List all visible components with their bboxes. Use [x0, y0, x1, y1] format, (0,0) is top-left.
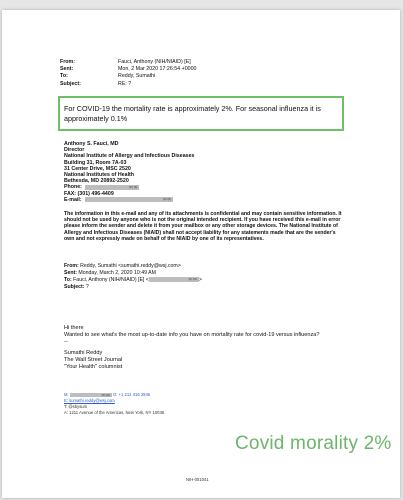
email-header [60, 59, 360, 95]
mobile-label: M: [64, 392, 69, 397]
from-label: From: [60, 59, 76, 65]
fwd-sent-line: Sent: Monday, March 2, 2020 10:49 AM [64, 270, 156, 276]
fwd-subject-value: ? [85, 284, 89, 290]
to-label: To: [60, 73, 68, 80]
message-text: Wanted to see what's the most up-to-date info you have on mortality rate for covid-19 versus influenza? [64, 332, 320, 339]
message-body [64, 325, 354, 371]
forwarded-header [64, 263, 202, 291]
sent-value: Mon, 2 Mar 2020 17:26:54 +0000 [118, 66, 197, 73]
signature-fax: FAX: (301) 496-4409 [64, 190, 114, 197]
bates-number: NIH-001041 [186, 477, 209, 482]
signature-block [64, 141, 195, 203]
to-value: Reddy, Sumathi [118, 73, 156, 80]
signature-nih: National Institutes of Health [64, 172, 135, 179]
signature-org: National Institute of Allergy and Infectious Diseases [64, 153, 195, 160]
message-dash: -- [64, 339, 68, 346]
contact-mobile-line [64, 392, 150, 397]
contact-address: A: 1211 Avenue of the Americas, New York, NY 10036 [64, 410, 165, 415]
sender-column: "Your Health" columnist [64, 364, 123, 371]
signature-building: Building 31, Room 7A-03 [64, 159, 127, 166]
fwd-sent-value: Monday, March 2, 2020 10:49 AM [78, 270, 156, 276]
mobile-redaction: (b) (6) [70, 393, 112, 397]
signature-city: Bethesda, MD 20892-2520 [64, 178, 129, 185]
signature-email-line [64, 197, 195, 203]
subject-label: Subject: [60, 80, 81, 87]
subject-value: RE: ? [118, 80, 132, 87]
fwd-from-value: Reddy, Sumathi <sumathi.reddy@wsj.com> [80, 263, 181, 269]
sender-paper: The Wall Street Journal [64, 356, 123, 363]
message-greeting: Hi there [64, 325, 84, 331]
phone-redaction: (b) (6) [85, 185, 139, 190]
contact-email[interactable]: E: sumathi.reddy@wsj.com [64, 398, 115, 403]
sender-name: Sumathi Reddy [64, 349, 103, 356]
contact-twitter: T: @sbysum [64, 404, 88, 409]
document-page [2, 10, 400, 498]
email-redaction: (b) (6) [85, 197, 173, 202]
confidentiality-disclaimer: The information in this e-mail and any of its attachments is confidential and may contain sensitive information. It should not be used by anyone who is not the original intended recipient. If you have received this e-mail in error please inform the sender and delete it from your mailbox or any other storage devices. The National Institute of Allergy and Infectious Diseases (NIAID) shall not accept liability for any statements made that are the sender's own and not expressly made on behalf of the NIAID by one of its representatives. [64, 211, 342, 242]
office-phone: O: +1 212 416 2945 [113, 392, 151, 397]
fwd-to-value: Fauci, Anthony (NIH/NIAID) [E] < [73, 277, 149, 283]
fwd-subject-line: Subject: ? [64, 284, 89, 290]
signature-street: 31 Center Drive, MSC 2520 [64, 165, 131, 172]
highlight-text: For COVID-19 the mortality rate is approximately 2%. For seasonal influenza it is approximately 0.1% [64, 104, 321, 123]
email-label: E-mail: [64, 196, 82, 203]
fwd-to-line: To: Fauci, Anthony (NIH/NIAID) [E] < (b) (6) > [64, 277, 202, 283]
phone-label: Phone: [64, 184, 82, 191]
sent-label: Sent: [60, 66, 74, 73]
from-value: Fauci, Anthony (NIH/NIAID) [E] [118, 59, 191, 65]
fwd-from-line: From: Reddy, Sumathi <sumathi.reddy@wsj.com> [64, 263, 181, 269]
signature-name: Anthony S. Fauci, MD [64, 141, 119, 147]
fwd-to-redaction: (b) (6) [149, 277, 199, 282]
signature-title: Director [64, 147, 85, 154]
green-annotation: Covid morality 2% [235, 433, 392, 454]
